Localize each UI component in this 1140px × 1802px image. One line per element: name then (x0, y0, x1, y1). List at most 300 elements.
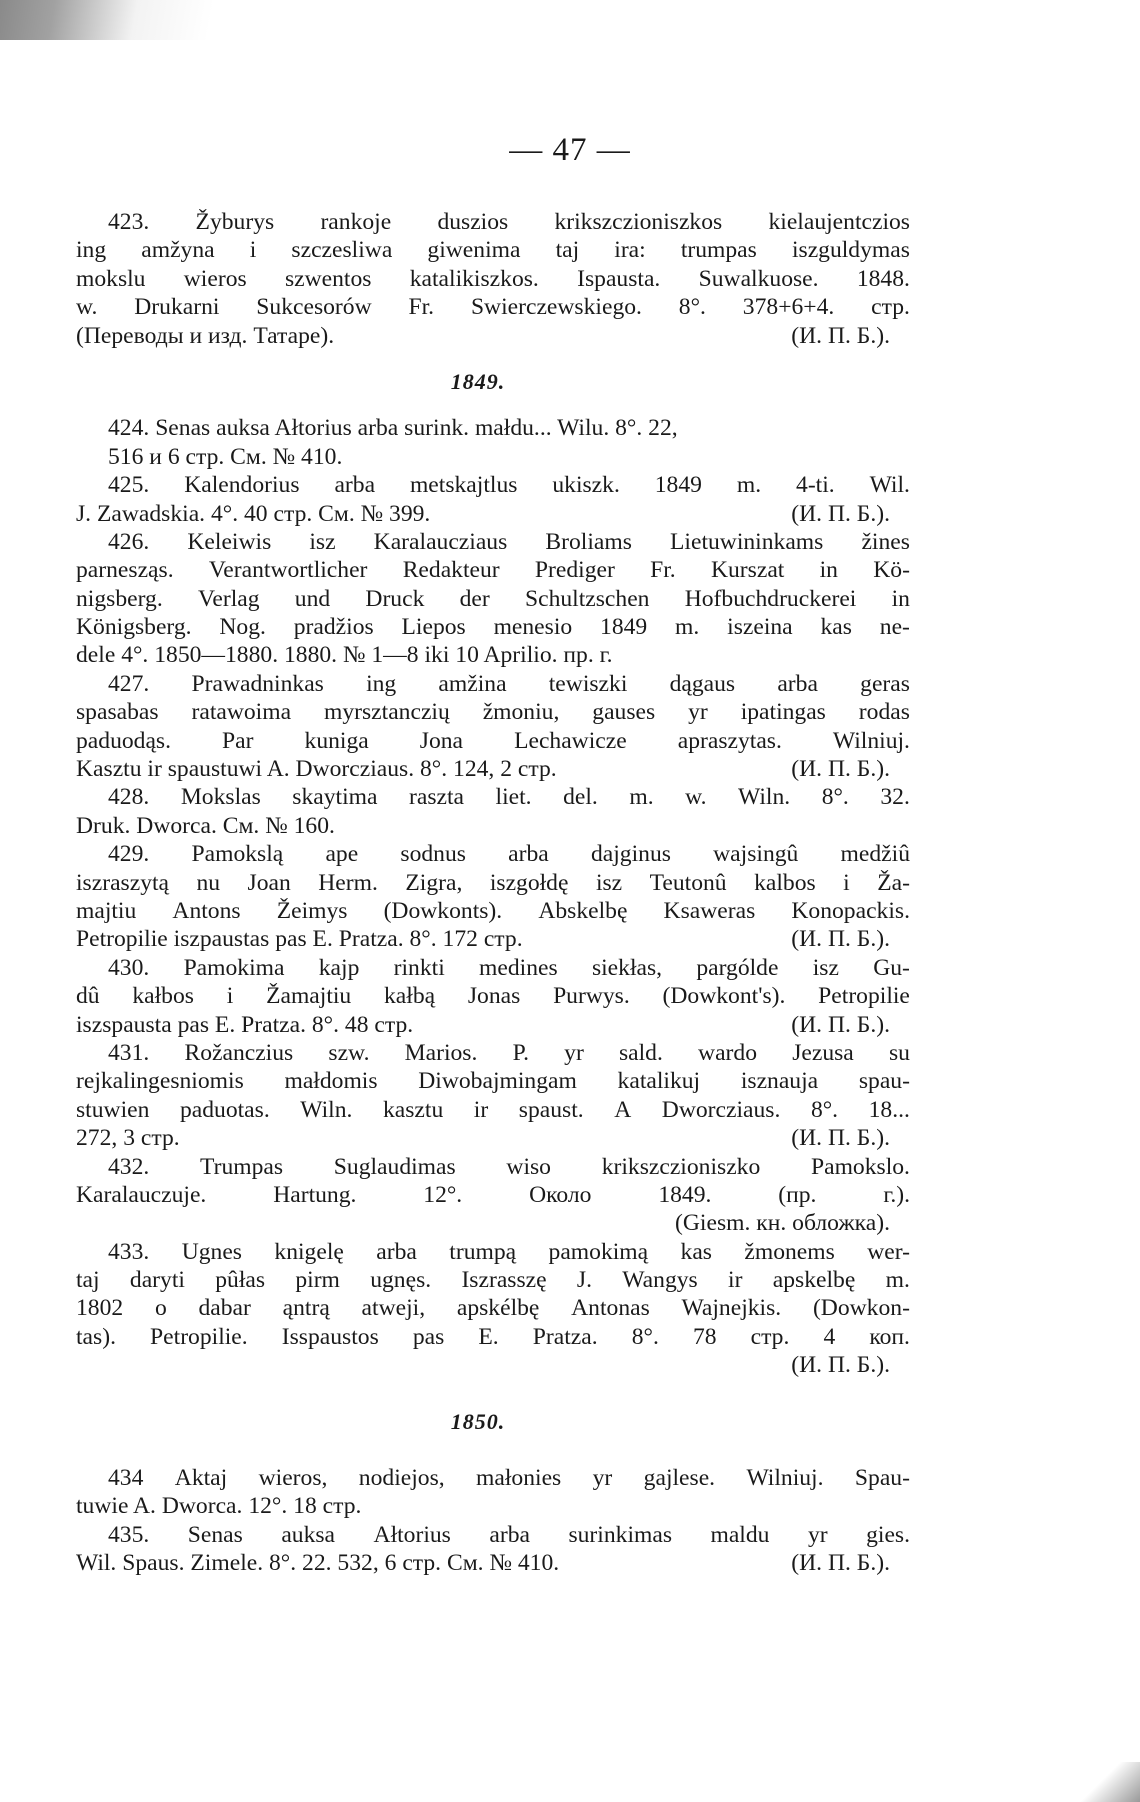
word: der (459, 585, 490, 612)
text-line (76, 698, 910, 726)
word: Purwys. (553, 983, 630, 1010)
text-line (76, 1039, 910, 1067)
page-body (76, 208, 910, 1578)
library-mark: (И. П. Б.). (791, 500, 890, 527)
text-line (76, 528, 910, 556)
word: menesio (493, 614, 573, 641)
word: Kalendorius (184, 472, 300, 499)
word: Petropilie. (150, 1323, 248, 1350)
text-line (76, 1549, 910, 1577)
word: pargólde (696, 954, 779, 981)
text-line (76, 585, 910, 613)
word: yr (807, 1521, 828, 1548)
word: metskajtlus (409, 472, 518, 499)
word: Antons (172, 897, 241, 924)
library-mark: (И. П. Б.). (791, 926, 890, 953)
word: liet. (495, 784, 532, 811)
word: Nog. (219, 614, 266, 641)
line-text: Petropilie iszpaustas pas E. Pratza. 8°. 172 стр. (76, 926, 523, 953)
word: Jonas (467, 983, 521, 1010)
word: iszgołdę (489, 869, 569, 896)
text-line (76, 471, 910, 499)
word: Diwobajmingam (418, 1068, 577, 1095)
word: Karalaucziaus (373, 528, 508, 555)
word: Prediger (534, 557, 615, 584)
word: szwentos (284, 265, 372, 292)
word: apskelbę (772, 1267, 856, 1294)
text-line (76, 443, 910, 471)
word: 8°. (678, 294, 706, 321)
word: stuwien (76, 1096, 150, 1123)
word: žines (861, 528, 910, 555)
word: Wangys (622, 1267, 698, 1294)
word: in (819, 557, 838, 584)
word: majtiu (76, 897, 137, 924)
word: gauses (592, 699, 656, 726)
word: w. (685, 784, 707, 811)
word: Konopackis. (791, 897, 910, 924)
word: Gu- (873, 954, 910, 981)
word: kielaujentczios (768, 209, 910, 235)
word: i (226, 983, 234, 1010)
text-line (76, 1067, 910, 1095)
word: taj (555, 237, 580, 264)
word: isz (812, 954, 839, 981)
word: rodas (858, 699, 910, 726)
word: Redakteur (402, 557, 500, 584)
library-mark: (И. П. Б.). (791, 1125, 890, 1152)
text-line (76, 322, 910, 350)
word: amžina (438, 670, 507, 697)
word: Abskelbę (538, 897, 628, 924)
word: ukiszk. (552, 472, 620, 499)
word: skaytima (292, 784, 378, 811)
word: kas (820, 614, 852, 641)
word: wajsingû (713, 841, 799, 868)
word: del. (563, 784, 598, 811)
word: in (891, 585, 910, 612)
word: myrsztanczių (323, 699, 450, 726)
word: krikszczioniszko (601, 1153, 761, 1180)
word: trumpą (449, 1238, 517, 1265)
word: (Dowkon- (812, 1295, 910, 1322)
word: Swierczewskiego. (470, 294, 642, 321)
word: Ispausta. (577, 265, 661, 292)
word: Fr. (408, 294, 435, 321)
word: yr (592, 1465, 613, 1492)
word: (Dowkonts). (383, 897, 503, 924)
section-1849 (76, 414, 910, 1379)
word: Žamajtiu (266, 983, 352, 1010)
word: arba (334, 472, 376, 499)
library-mark: (И. П. Б.). (791, 322, 890, 349)
word: P. (512, 1039, 529, 1066)
scan-artifact-corner (1080, 1762, 1140, 1802)
word: w. (76, 294, 98, 321)
word: Sukcesorów (256, 294, 372, 321)
word: giwenima (427, 237, 521, 264)
line-text: 424. Senas auksa Ałtorius arba surink. małdu... Wilu. 8°. 22, (108, 415, 678, 442)
text-line (76, 840, 910, 868)
word: kałbos (132, 983, 194, 1010)
word: iszguldymas (791, 237, 910, 264)
word: 1802 (76, 1295, 124, 1322)
word: Lietuwininkams (670, 528, 824, 555)
word: Pratza. (532, 1323, 598, 1350)
word: kałbą (384, 983, 436, 1010)
line-text: 516 и 6 стр. См. № 410. (108, 443, 343, 470)
text-line (76, 954, 910, 982)
text-line (76, 613, 910, 641)
text-line (76, 1096, 910, 1124)
word: Suwalkuose. (698, 265, 819, 292)
word: arba (508, 841, 549, 868)
text-line (76, 293, 910, 321)
library-mark: (Giesm. кн. обложка). (675, 1210, 890, 1237)
word: Iszrasszę (461, 1267, 547, 1294)
word: Senas (187, 1521, 243, 1548)
word: ira: (614, 237, 646, 264)
text-line (76, 783, 910, 811)
word: wieros, (258, 1465, 328, 1492)
word: medžiû (840, 841, 910, 868)
word: 431. (108, 1039, 150, 1066)
word: Broliams (545, 528, 632, 555)
word: wieros (183, 265, 247, 292)
word: parnesząs. (76, 557, 174, 584)
word: spasabas (76, 699, 159, 726)
word: 8°. (631, 1323, 659, 1350)
scan-artifact-top (0, 0, 300, 40)
word: Fr. (650, 557, 676, 584)
word: Petropilie (818, 983, 910, 1010)
word: dągaus (669, 670, 736, 697)
word: nu (196, 869, 221, 896)
word: Ža- (877, 869, 910, 896)
line-text: Wil. Spaus. Zimele. 8°. 22. 532, 6 стр. См. № 410. (76, 1550, 560, 1577)
word: kas (680, 1238, 712, 1265)
word: knigelę (274, 1238, 344, 1265)
word: isz (309, 528, 336, 555)
word: surinkimas (568, 1521, 672, 1548)
word: E. (478, 1323, 499, 1350)
text-line (76, 208, 910, 236)
word: Antonas (571, 1295, 650, 1322)
word: yr (688, 699, 708, 726)
line-text: J. Zawadskia. 4°. 40 стр. См. № 399. (76, 500, 431, 527)
text-line (76, 1209, 910, 1237)
word: paduodąs. (76, 727, 172, 754)
word: Lechawicze (514, 727, 627, 754)
word: wer- (867, 1238, 910, 1265)
word: kuniga (304, 727, 369, 754)
text-line (76, 414, 910, 442)
word: sodnus (400, 841, 466, 868)
word: Marios. (404, 1039, 478, 1066)
word: gies. (866, 1521, 910, 1548)
word: dajginus (590, 841, 671, 868)
word: Pamokslą (191, 841, 284, 868)
word: szw. (328, 1039, 370, 1066)
word: ugnęs. (370, 1267, 432, 1294)
word: raszta (409, 784, 465, 811)
word: Schultzschen (524, 585, 650, 612)
word: nigsberg. (76, 585, 163, 612)
word: katalikiszkos. (409, 265, 539, 292)
word: małonies (476, 1465, 562, 1492)
library-mark: (И. П. Б.). (791, 1352, 890, 1379)
text-line (76, 755, 910, 783)
word: pamokimą (548, 1238, 649, 1265)
word: Wiln. (300, 1096, 353, 1123)
word: Liepos (401, 614, 466, 641)
word: geras (860, 670, 910, 697)
line-text: dele 4°. 1850—1880. 1880. № 1—8 iki 10 Aprilio. пр. г. (76, 642, 613, 669)
text-line (76, 1351, 910, 1379)
word: Dworcziaus. (661, 1096, 781, 1123)
word: 433. (108, 1238, 150, 1265)
word: Kö- (873, 557, 910, 584)
word: Pamokima (183, 954, 285, 981)
word: 8°. (821, 784, 849, 811)
word: Wilniuj. (746, 1465, 824, 1492)
text-line (76, 1521, 910, 1549)
word: Suglaudimas (333, 1153, 456, 1180)
word: szczesliwa (291, 237, 393, 264)
word: und (294, 585, 331, 612)
word: Pamokslo. (810, 1153, 910, 1180)
word: 78 (692, 1323, 717, 1350)
word: maldu (710, 1521, 770, 1548)
word: žmoniu, (482, 699, 560, 726)
word: Drukarni (134, 294, 220, 321)
text-line (76, 556, 910, 584)
word: iszeina (727, 614, 793, 641)
line-text: 272, 3 стр. (76, 1125, 180, 1152)
word: ing (76, 237, 107, 264)
text-line (76, 1294, 910, 1322)
word: m. (629, 784, 654, 811)
word: Zigra, (405, 869, 463, 896)
word: 435. (108, 1521, 150, 1548)
word: 18... (868, 1096, 910, 1123)
word: A (614, 1096, 632, 1123)
word: 378+6+4. (742, 294, 835, 321)
text-line (76, 1011, 910, 1039)
word: pas (412, 1323, 445, 1350)
word: arba (376, 1238, 417, 1265)
word: yr (564, 1039, 584, 1066)
word: ir (728, 1267, 743, 1294)
word: Verantwortlicher (208, 557, 368, 584)
word: dû (76, 983, 100, 1010)
word: Žyburys (195, 209, 275, 235)
word: Hofbuchdruckerei (684, 585, 857, 612)
text-line (76, 1124, 910, 1152)
word: wardo (698, 1039, 758, 1066)
word: sald. (618, 1039, 663, 1066)
word: Keleiwis (187, 528, 272, 555)
word: Ałtorius (373, 1521, 451, 1548)
word: 1849. (658, 1181, 712, 1208)
word: trumpas (680, 237, 757, 264)
word: spaust. (518, 1096, 584, 1123)
line-text: Druk. Dworca. См. № 160. (76, 812, 335, 839)
word: Trumpas (200, 1153, 284, 1180)
word: Rožanczius (184, 1039, 294, 1066)
word: 4-ti. (796, 472, 835, 499)
page-number: — 47 — (509, 132, 631, 168)
word: apskélbę (456, 1295, 540, 1322)
text-line (76, 812, 910, 840)
word: 423. (108, 209, 150, 235)
word: 425. (108, 472, 150, 499)
word: Jona (419, 727, 464, 754)
text-line (76, 1238, 910, 1266)
word: kasztu (382, 1096, 444, 1123)
word: tewiszki (548, 670, 628, 697)
word: Joan (247, 869, 291, 896)
word: Wiln. (738, 784, 791, 811)
word: Verlag (197, 585, 260, 612)
word: 1849 (654, 472, 702, 499)
word: 12°. (423, 1181, 463, 1208)
word: 1849 (600, 614, 648, 641)
word: paduotas. (179, 1096, 270, 1123)
word: 429. (108, 841, 150, 868)
word: ąntrą (282, 1295, 330, 1322)
word: rejkalingesniomis (76, 1068, 244, 1095)
text-line (76, 1153, 910, 1181)
word: Wajnejkis. (681, 1295, 782, 1322)
word: Žeimys (276, 897, 348, 924)
text-line (76, 1266, 910, 1294)
word: Königsberg. (76, 614, 192, 641)
word: J. (576, 1267, 592, 1294)
word: 432. (108, 1153, 150, 1180)
library-mark: (И. П. Б.). (791, 1011, 890, 1038)
word: Mokslas (180, 784, 261, 811)
word: iszraszytą (76, 869, 170, 896)
word: Aktaj (174, 1465, 228, 1492)
word: Isspaustos (281, 1323, 379, 1350)
text-line (76, 925, 910, 953)
word: nodiejos, (358, 1465, 445, 1492)
text-line (76, 670, 910, 698)
word: стр. (871, 294, 910, 321)
line-text: (Переводы и изд. Татаре). (76, 322, 335, 349)
word: ape (325, 841, 359, 868)
word: ratawoima (191, 699, 292, 726)
word: arba (777, 670, 818, 697)
word: Около (529, 1181, 592, 1208)
word: (Dowkont's). (662, 983, 786, 1010)
word: kajp (318, 954, 360, 981)
word: rankoje (320, 209, 392, 235)
word: m. (675, 614, 700, 641)
word: Jezusa (792, 1039, 854, 1066)
word: Kurszat (710, 557, 785, 584)
word: 8°. (810, 1096, 839, 1123)
word: Karalauczuje. (76, 1181, 207, 1208)
year-heading-1849: 1849. (450, 368, 506, 394)
word: Wil. (869, 472, 910, 499)
text-line (76, 265, 910, 293)
word: ipatingas (740, 699, 826, 726)
word: Spau- (854, 1465, 910, 1492)
word: i (843, 869, 850, 896)
word: siekłas, (591, 954, 663, 981)
word: 427. (108, 670, 150, 697)
word: Ugnes (181, 1238, 242, 1265)
text-line (76, 897, 910, 925)
text-line (76, 1492, 910, 1520)
word: 428. (108, 784, 150, 811)
word: Hartung. (273, 1181, 357, 1208)
word: pirm (295, 1267, 340, 1294)
word: 426. (108, 528, 150, 555)
word: mokslu (76, 265, 146, 292)
word: Ksaweras (663, 897, 756, 924)
word: katalikuj (617, 1068, 701, 1095)
word: žmonems (744, 1238, 835, 1265)
word: duszios (437, 209, 509, 235)
word: isz (595, 869, 623, 896)
word: m. (885, 1267, 910, 1294)
text-line (76, 1323, 910, 1351)
word: gajlese. (643, 1465, 716, 1492)
word: auksa (281, 1521, 336, 1548)
word: коп. (869, 1323, 910, 1350)
library-mark: (И. П. Б.). (791, 1550, 890, 1577)
word: su (888, 1039, 910, 1066)
year-heading-1850: 1850. (450, 1408, 506, 1434)
word: m. (736, 472, 762, 499)
line-text: Kasztu ir spaustuwi A. Dworcziaus. 8°. 124, 2 стр. (76, 756, 557, 783)
word: (пр. (778, 1181, 817, 1208)
word: ne- (879, 614, 910, 641)
text-line (76, 727, 910, 755)
word: małdomis (284, 1068, 378, 1095)
word: amžyna (141, 237, 215, 264)
word: 430. (108, 954, 150, 981)
word: ing (366, 670, 397, 697)
word: atweji, (361, 1295, 426, 1322)
text-line (76, 641, 910, 669)
word: Prawadninkas (191, 670, 324, 697)
word: apraszytas. (677, 727, 782, 754)
text-line (76, 982, 910, 1010)
word: wiso (506, 1153, 551, 1180)
word: kalbos (754, 869, 816, 896)
text-line (76, 1181, 910, 1209)
word: dabar (198, 1295, 251, 1322)
word: 4 (823, 1323, 836, 1350)
text-line (76, 1464, 910, 1492)
word: Teutonû (649, 869, 727, 896)
word: arba (489, 1521, 530, 1548)
section-1850 (76, 1464, 910, 1578)
word: Herm. (318, 869, 378, 896)
word: 1848. (856, 265, 910, 292)
word: Wilniuj. (832, 727, 910, 754)
word: krikszczioniszkos (554, 209, 723, 235)
word: daryti (129, 1267, 185, 1294)
word: taj (76, 1267, 100, 1294)
word: spau- (858, 1068, 910, 1095)
word: стр. (750, 1323, 790, 1350)
line-text: iszspausta pas E. Pratza. 8°. 48 стр. (76, 1011, 414, 1038)
